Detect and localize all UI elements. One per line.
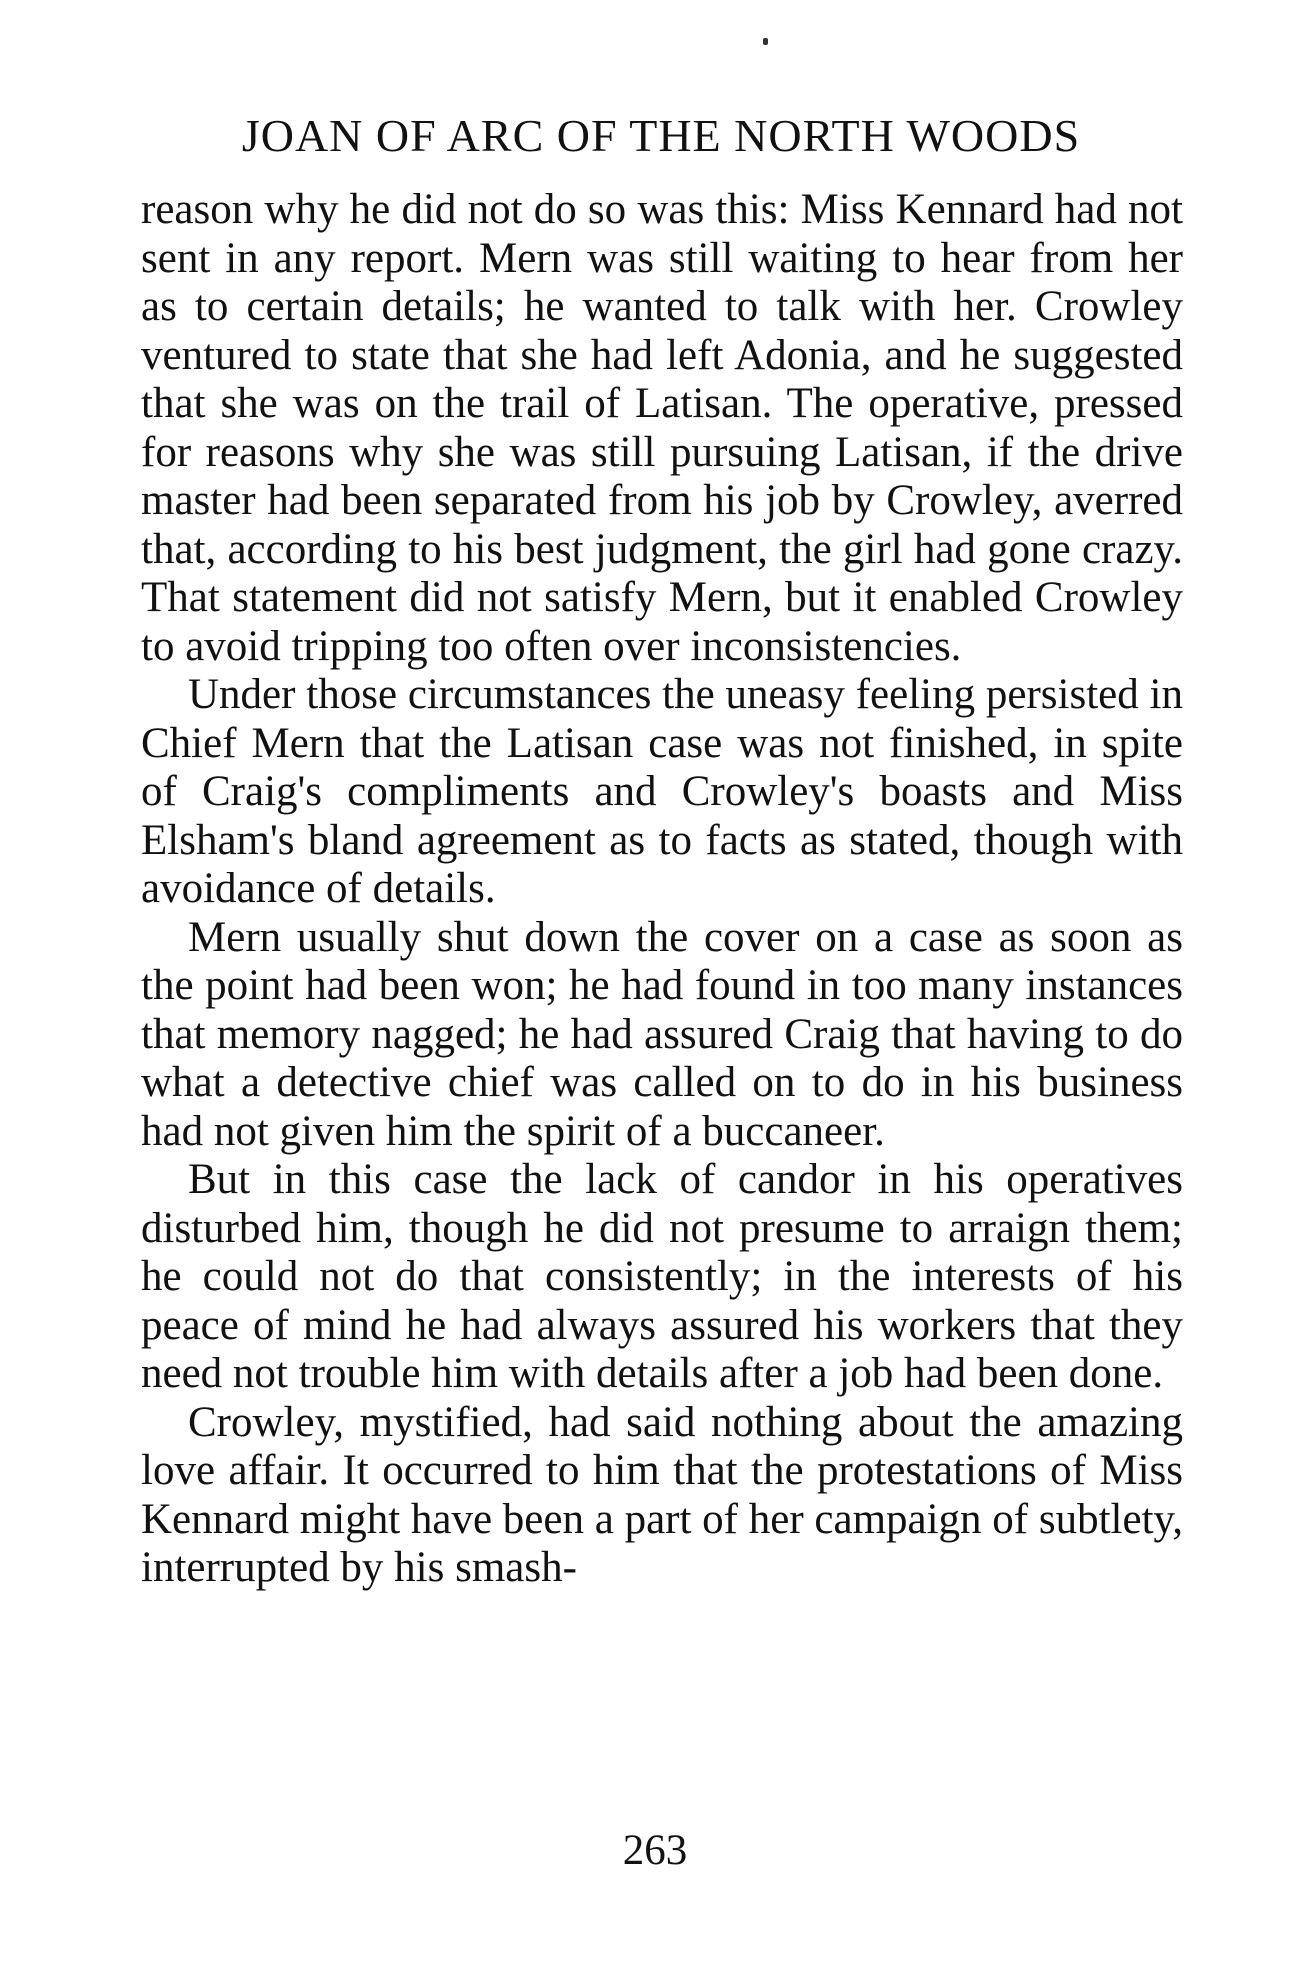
running-head: JOAN OF ARC OF THE NORTH WOODS	[241, 110, 1081, 161]
page-number: 263	[622, 1827, 688, 1874]
body-text	[141, 186, 1183, 1593]
paragraph-4: But in this case the lack of candor in his operatives disturbed him, though he did not presume to arraign them; he could not do that consistently; in the interests of his peace of mind he had always assured his workers that they need not trouble him with details after a job had been done.	[141, 1156, 1183, 1397]
paragraph-2: Under those circumstances the uneasy feeling persisted in Chief Mern that the Latisan case was not finished, in spite of Craig's compliments and Crowley's boasts and Miss Elsham's bland agreement as to facts as stated, though with avoidance of details.	[141, 671, 1183, 912]
paragraph-1: reason why he did not do so was this: Miss Kennard had not sent in any report. Mern was still waiting to hear from her as to certain details; he wanted to talk with her. Crowley ventured to state that she had left Adonia, and he suggested that she was on the trail of Latisan. The operative, pressed for reasons why she was still pursuing Latisan, if the drive master had been separated from his job by Crowley, averred that, according to his best judgment, the girl had gone crazy. That statement did not satisfy Mern, but it enabled Crowley to avoid tripping too often over inconsistencies.	[141, 186, 1183, 670]
paragraph-5: Crowley, mystified, had said nothing about the amazing love affair. It occurred to him that the protestations of Miss Kennard might have been a part of her campaign of subtlety, interrupted by his smash-	[141, 1398, 1183, 1591]
print-speck-mark	[763, 38, 768, 45]
paragraph-3: Mern usually shut down the cover on a case as soon as the point had been won; he had found in too many instances that memory nagged; he had assured Craig that having to do what a detective chief was called on to do in his business had not given him the spirit of a buccaneer.	[141, 913, 1183, 1155]
